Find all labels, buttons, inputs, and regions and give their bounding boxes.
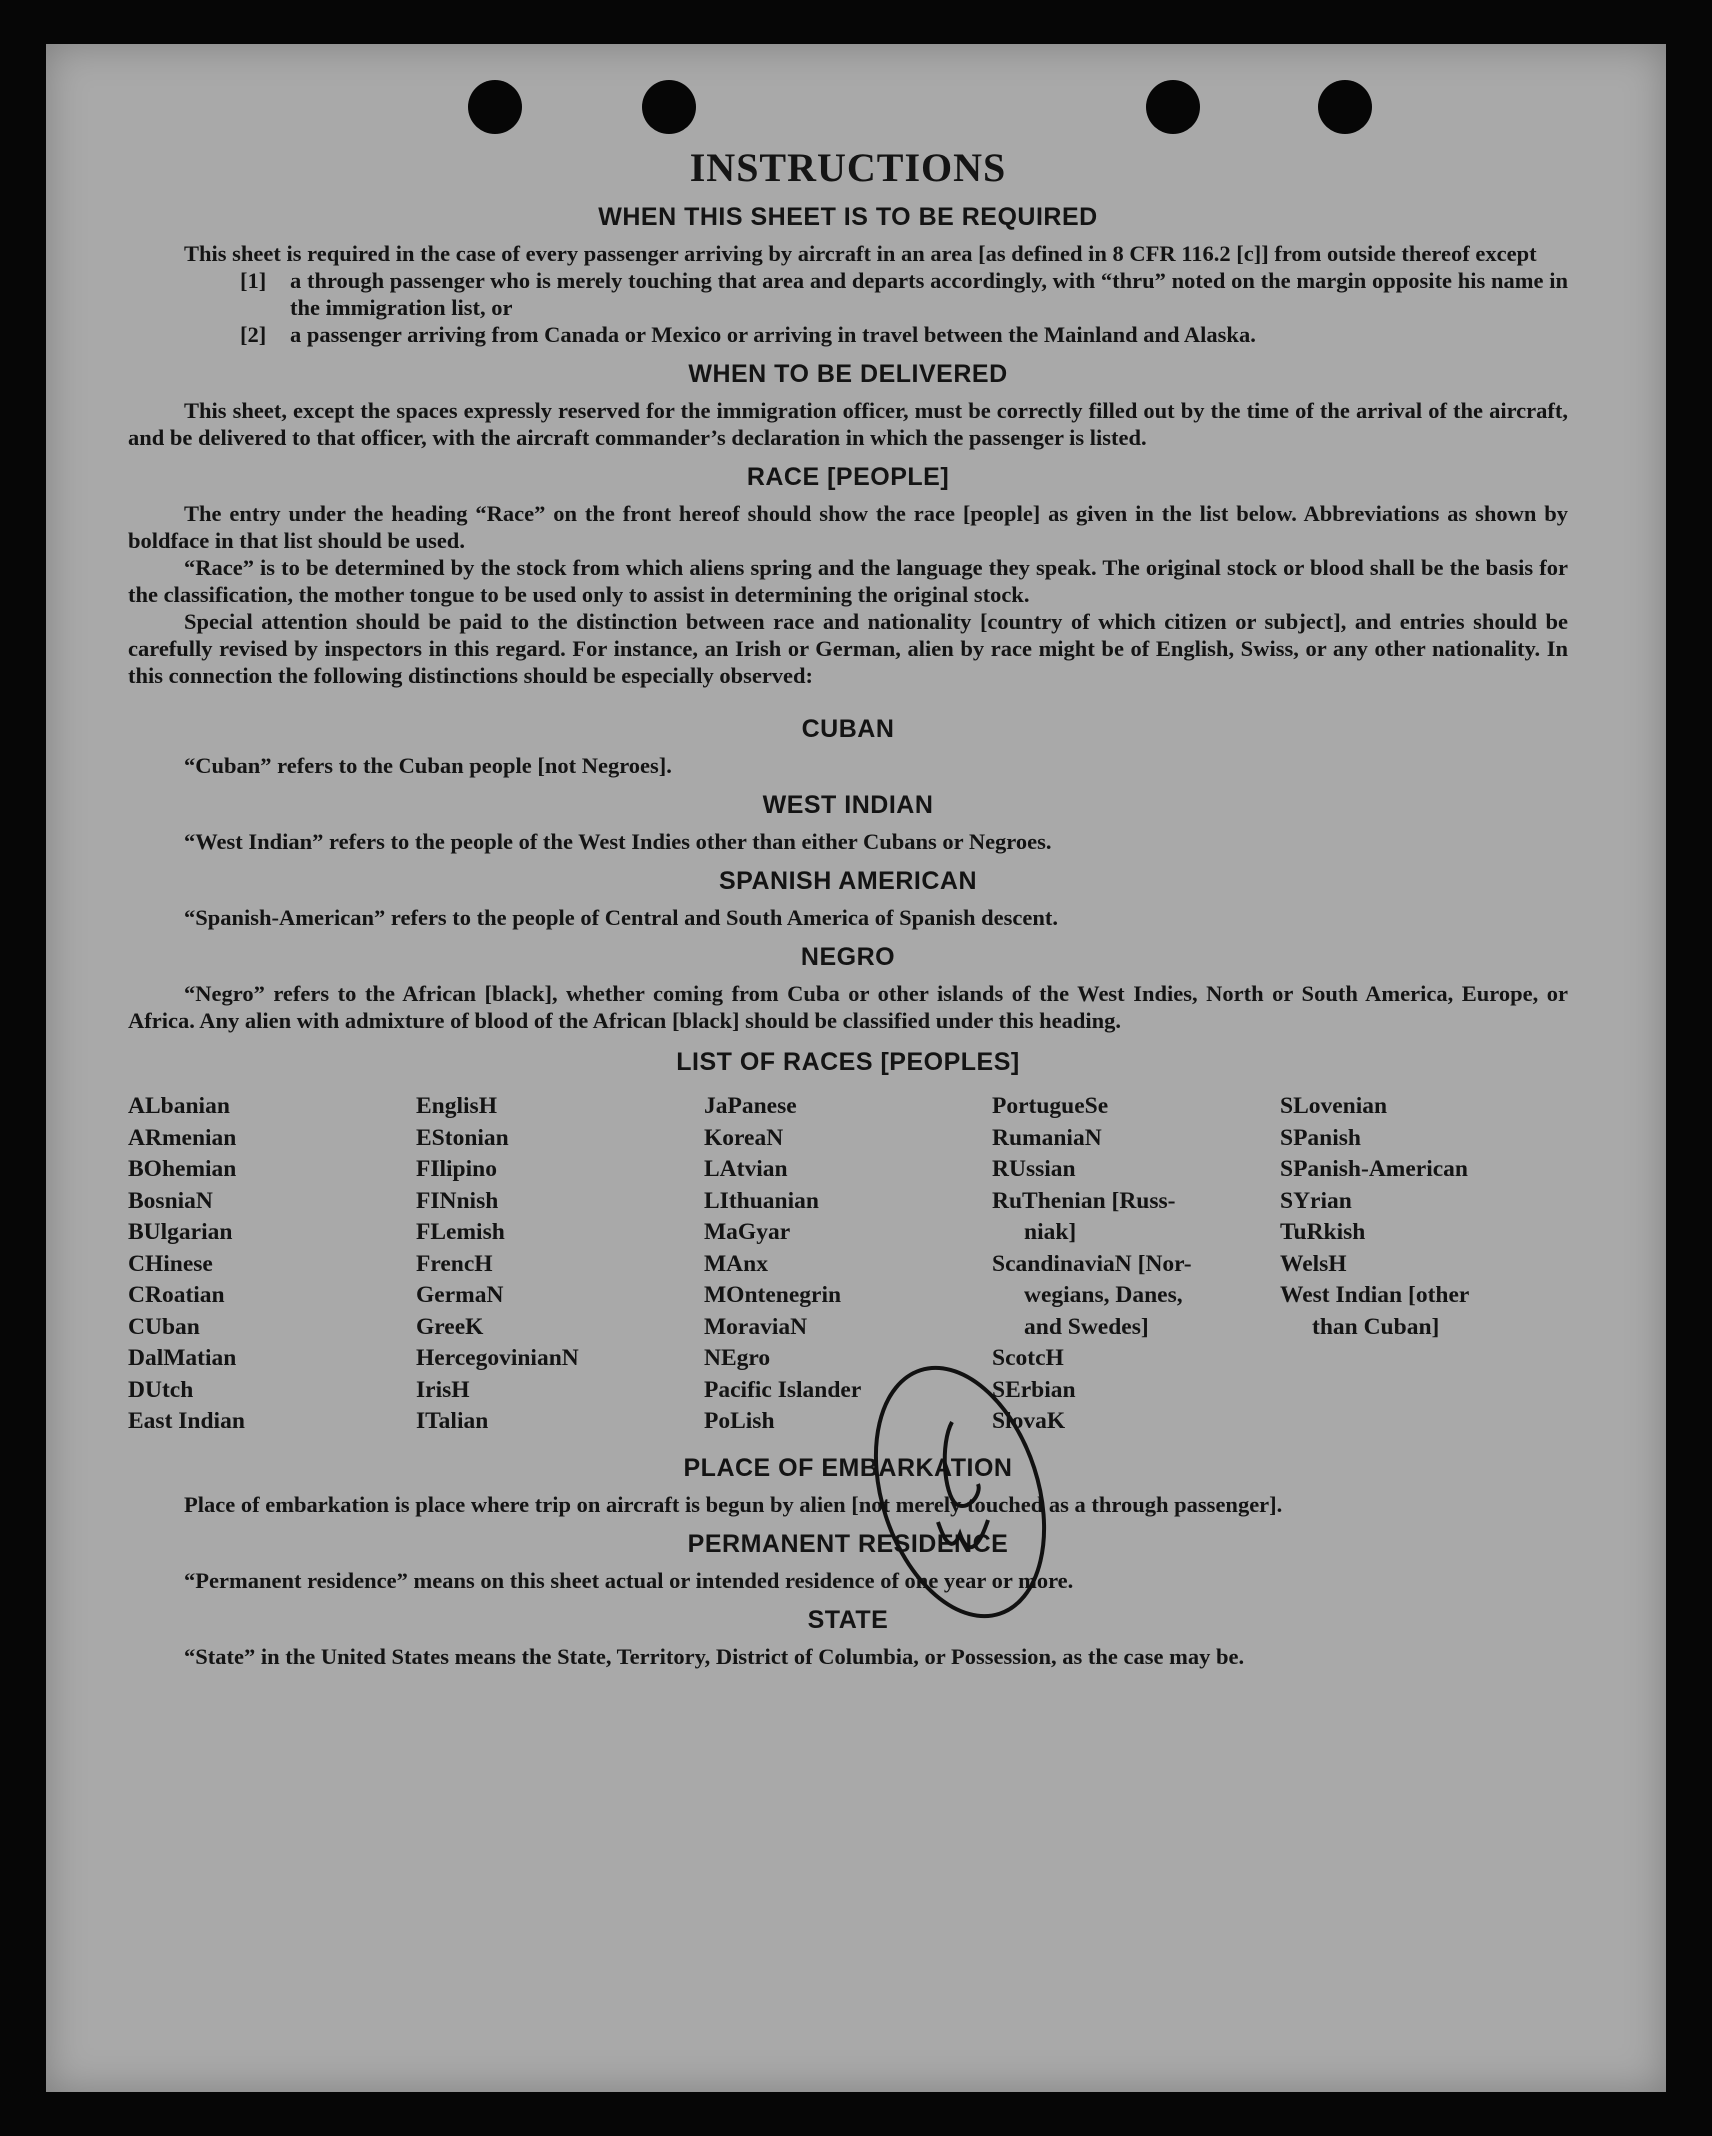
- races-column-1: [128, 1091, 416, 1438]
- race-paragraph: “Race” is to be determined by the stock from which aliens spring and the language they speak. The original stock or blood shall be the basis for the classification, the mother tongue to be used only to assist in determining the original stock.: [128, 555, 1568, 607]
- race-item: SYrian: [1280, 1187, 1352, 1214]
- races-list: [128, 1091, 1568, 1438]
- section-heading-negro: NEGRO: [800, 943, 896, 971]
- section-heading-state: STATE: [807, 1605, 889, 1634]
- race-item: East Indian: [128, 1408, 245, 1434]
- race-item: GreeK: [416, 1313, 484, 1340]
- cuban-text: “Cuban” refers to the Cuban people [not Negroes].: [184, 753, 672, 778]
- embarkation-text: Place of embarkation is place where trip on aircraft is begun by alien [not merely touched as a through passenger].: [184, 1491, 1283, 1517]
- punch-hole: [642, 80, 696, 134]
- race-item: ALbanian: [128, 1093, 230, 1119]
- race-item: SPanish-American: [1280, 1156, 1468, 1182]
- section-heading-west-indian: WEST INDIAN: [762, 791, 934, 819]
- race-item: FINnish: [416, 1187, 499, 1214]
- race-item: ScandinaviaN [Nor-: [992, 1250, 1192, 1277]
- punch-hole: [1146, 80, 1200, 134]
- race-item: MOntenegrin: [704, 1282, 842, 1308]
- races-column-4: [992, 1091, 1280, 1438]
- race-item: EStonian: [416, 1124, 509, 1151]
- race-item-continuation: wegians, Danes,: [1024, 1282, 1183, 1308]
- race-item: SLovenian: [1280, 1093, 1388, 1119]
- race-item: MoraviaN: [704, 1313, 808, 1340]
- section-heading-cuban: CUBAN: [801, 715, 895, 743]
- race-item: DUtch: [128, 1376, 194, 1403]
- required-intro: This sheet is required in the case of every passenger arriving by aircraft in an area [as defined in 8 CFR 116.2 [c]] from outside thereof except: [184, 241, 1537, 266]
- race-item: EnglisH: [416, 1093, 497, 1119]
- race-item: RuThenian [Russ-: [992, 1187, 1176, 1214]
- item-number: [2]: [240, 322, 267, 347]
- punch-hole: [468, 80, 522, 134]
- race-item: FIlipino: [416, 1156, 497, 1182]
- section-heading-spanish-american: SPANISH AMERICAN: [718, 867, 977, 895]
- race-item: SPanish: [1280, 1124, 1361, 1151]
- race-item: LAtvian: [704, 1156, 788, 1182]
- section-heading-required: WHEN THIS SHEET IS TO BE REQUIRED: [598, 203, 1098, 231]
- exception-item: [240, 321, 1568, 348]
- race-item: FrencH: [416, 1250, 493, 1277]
- race-item-continuation: niak]: [1024, 1219, 1077, 1245]
- item-number: [1]: [240, 268, 267, 293]
- state-text: “State” in the United States means the State, Territory, District of Columbia, or Possession, as the case may be.: [184, 1643, 1245, 1669]
- race-item: ITalian: [416, 1408, 489, 1434]
- punch-hole: [1318, 80, 1372, 134]
- section-heading-embarkation: PLACE OF EMBARKATION: [683, 1453, 1013, 1482]
- races-column-2: [416, 1091, 704, 1438]
- spanish-american-text: “Spanish-American” refers to the people of Central and South America of Spanish descent.: [184, 905, 1058, 930]
- race-item: ScotcH: [992, 1345, 1064, 1371]
- race-item: FLemish: [416, 1219, 505, 1245]
- race-item: MAnx: [704, 1250, 768, 1277]
- instructions-content: [128, 144, 1568, 1670]
- race-item: MaGyar: [704, 1219, 791, 1245]
- document-page: [46, 44, 1666, 2092]
- race-paragraph: Special attention should be paid to the distinction between race and nationality [country of which citizen or subject], and entries should be carefully revised by inspectors in this regard. For instance, an Irish or German, alien by race might be of English, Swiss, or any other nationality. In this connection the following distinctions should be especially observed:: [128, 609, 1568, 688]
- exception-item: [240, 267, 1568, 321]
- race-item: BOhemian: [128, 1156, 237, 1182]
- race-item: BosniaN: [128, 1187, 213, 1214]
- race-item: GermaN: [416, 1282, 504, 1308]
- delivered-text: This sheet, except the spaces expressly reserved for the immigration officer, must be correctly filled out by the time of the arrival of the aircraft, and be delivered to that officer, with the aircraft commander’s declaration in which the passenger is listed.: [128, 398, 1568, 450]
- race-item: CRoatian: [128, 1282, 225, 1308]
- race-item: PortugueSe: [992, 1093, 1109, 1119]
- races-column-5: [1280, 1091, 1568, 1438]
- race-item: BUlgarian: [128, 1219, 233, 1245]
- race-item: DalMatian: [128, 1345, 237, 1371]
- race-item: RUssian: [992, 1156, 1076, 1182]
- page-title: INSTRUCTIONS: [689, 145, 1007, 190]
- race-item: RumaniaN: [992, 1124, 1102, 1151]
- race-item: TuRkish: [1280, 1219, 1366, 1245]
- item-text: a through passenger who is merely touching that area and departs accordingly, with “thru” noted on the margin opposite his name in the immigration list, or: [290, 268, 1568, 320]
- race-item: Pacific Islander: [704, 1376, 862, 1403]
- negro-text: “Negro” refers to the African [black], whether coming from Cuba or other islands of the West Indies, North or South America, Europe, or Africa. Any alien with admixture of blood of the African [black] should be classified under this heading.: [128, 981, 1568, 1033]
- section-heading-race: RACE [PEOPLE]: [746, 463, 950, 491]
- race-item: JaPanese: [704, 1093, 797, 1119]
- residence-text: “Permanent residence” means on this sheet actual or intended residence of one year or more.: [184, 1567, 1074, 1593]
- race-item: CHinese: [128, 1250, 213, 1277]
- race-item-continuation: and Swedes]: [1024, 1313, 1149, 1340]
- race-item: SErbian: [992, 1376, 1076, 1403]
- race-item-continuation: than Cuban]: [1312, 1313, 1440, 1340]
- race-item: WelsH: [1280, 1250, 1347, 1277]
- races-column-3: [704, 1091, 992, 1438]
- section-heading-list-of-races: LIST OF RACES [PEOPLES]: [676, 1048, 1020, 1076]
- race-item: SlovaK: [992, 1408, 1066, 1434]
- race-item: PoLish: [704, 1408, 775, 1434]
- race-item: LIthuanian: [704, 1187, 819, 1214]
- race-item: KoreaN: [704, 1124, 784, 1151]
- race-item: CUban: [128, 1313, 200, 1340]
- race-item: IrisH: [416, 1376, 470, 1403]
- section-heading-delivered: WHEN TO BE DELIVERED: [688, 360, 1008, 388]
- race-item: ARmenian: [128, 1124, 237, 1151]
- item-text: a passenger arriving from Canada or Mexico or arriving in travel between the Mainland and Alaska.: [290, 322, 1256, 347]
- race-paragraph: The entry under the heading “Race” on the front hereof should show the race [people] as given in the list below. Abbreviations as shown by boldface in that list should be used.: [128, 501, 1568, 553]
- west-indian-text: “West Indian” refers to the people of the West Indies other than either Cubans or Negroes.: [184, 829, 1052, 854]
- race-item: West Indian [other: [1280, 1282, 1470, 1308]
- race-item: NEgro: [704, 1345, 771, 1371]
- race-item: HercegovinianN: [416, 1345, 579, 1371]
- section-heading-residence: PERMANENT RESIDENCE: [687, 1529, 1009, 1558]
